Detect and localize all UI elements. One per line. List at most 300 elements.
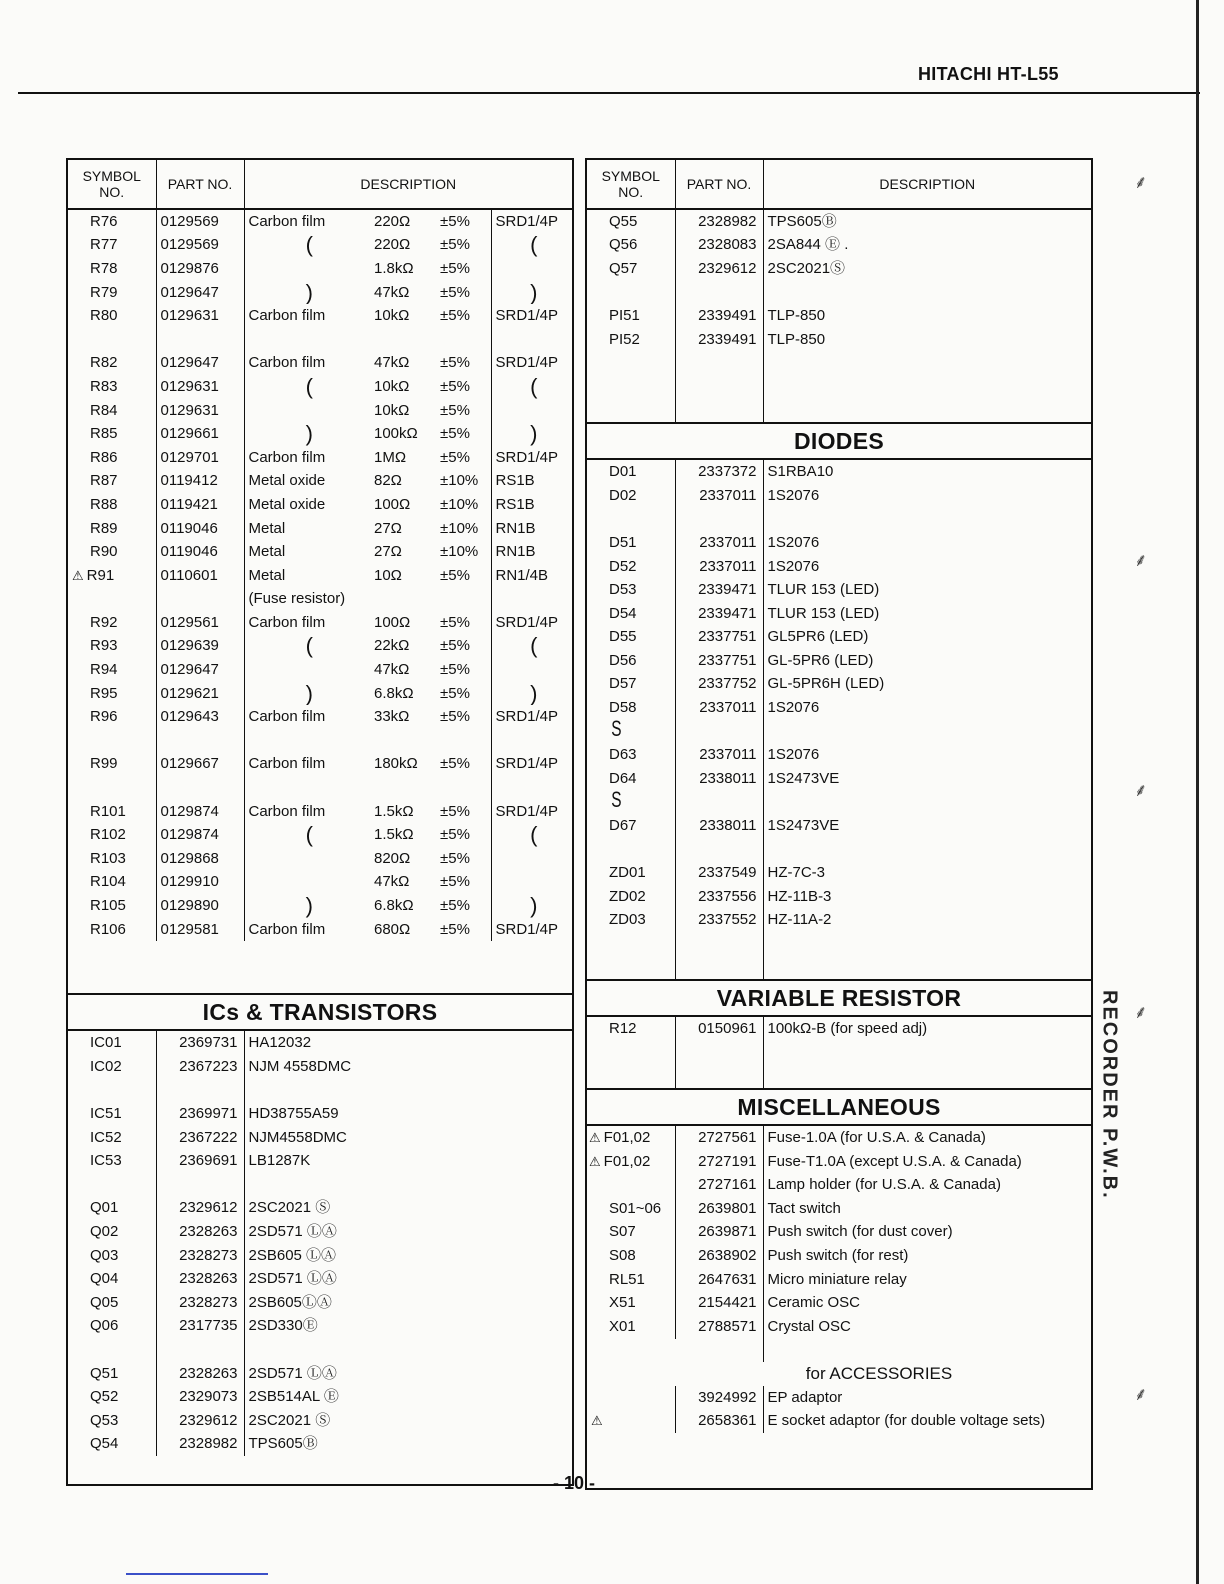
part-number: 0129874 — [156, 823, 244, 847]
tolerance: ±5% — [440, 661, 470, 679]
part-number — [156, 776, 244, 800]
description: 2SD571 ⓁⒶ — [248, 1270, 337, 1288]
description — [763, 720, 1091, 744]
description: TPS605Ⓑ — [248, 1435, 318, 1453]
tolerance — [436, 588, 491, 612]
varres-section-title: VARIABLE RESISTOR — [587, 979, 1091, 1017]
part-number: 2339471 — [675, 578, 763, 602]
empty-row — [587, 1339, 1091, 1363]
symbol-cell — [587, 791, 675, 815]
header-rule — [18, 92, 1200, 94]
part-number: 2328263 — [156, 1362, 244, 1386]
description: NJM 4558DMC — [248, 1057, 352, 1075]
symbol-text: IC02 — [90, 1057, 122, 1075]
tolerance: ±5% — [440, 566, 470, 584]
symbol-text: D55 — [609, 628, 637, 646]
symbol-cell — [587, 838, 675, 862]
empty-cell — [763, 956, 1091, 980]
table-row — [68, 470, 572, 494]
resistor-type: Metal oxide — [244, 470, 370, 494]
part-number — [156, 588, 244, 612]
part-number: 2369691 — [156, 1149, 244, 1173]
table-row — [587, 555, 1091, 579]
resistance-value: 100Ω — [374, 495, 411, 513]
table-row — [587, 791, 1091, 815]
tolerance: ±10% — [440, 543, 479, 561]
empty-cell — [587, 352, 675, 376]
description: TLUR 153 (LED) — [767, 604, 880, 622]
model: SRD1/4P — [491, 918, 572, 942]
table-row — [587, 508, 1091, 532]
tolerance: ±10% — [440, 495, 479, 513]
resistance-value — [370, 328, 436, 352]
symbol-cell — [68, 658, 156, 682]
empty-row — [587, 1041, 1091, 1065]
tolerance: ±5% — [440, 307, 470, 325]
symbol-text: R105 — [90, 897, 126, 915]
description: 1S2076 — [767, 699, 820, 717]
tolerance: ±5% — [440, 684, 470, 702]
table-row — [68, 234, 572, 258]
description: Micro miniature relay — [767, 1270, 907, 1288]
description: Fuse-1.0A (for U.S.A. & Canada) — [767, 1128, 986, 1146]
table-row — [587, 1315, 1091, 1339]
resistor-type: ) — [244, 682, 370, 706]
symbol-cell — [587, 484, 675, 508]
resistance-value: 47kΩ — [374, 354, 410, 372]
part-number: 2337011 — [675, 555, 763, 579]
part-number: 2328263 — [156, 1220, 244, 1244]
symbol-text: D52 — [609, 557, 637, 575]
resistor-type — [244, 729, 370, 753]
part-number — [156, 729, 244, 753]
description: GL-5PR6H (LED) — [767, 675, 885, 693]
symbol-text: R95 — [90, 684, 118, 702]
tolerance: ±5% — [440, 920, 470, 938]
accessories-heading-row — [587, 1362, 1091, 1386]
part-number — [675, 838, 763, 862]
symbol-text: R76 — [90, 212, 118, 230]
description: 2SB605ⓁⒶ — [248, 1293, 332, 1311]
table-row — [68, 1149, 572, 1173]
resistance-value: 22kΩ — [374, 637, 410, 655]
description: 1S2473VE — [767, 769, 840, 787]
description — [763, 838, 1091, 862]
symbol-text: PI52 — [609, 330, 640, 348]
resistance-value: 10kΩ — [374, 401, 410, 419]
symbol-cell — [68, 470, 156, 494]
empty-row — [587, 352, 1091, 376]
part-number — [156, 1338, 244, 1362]
symbol-text: R104 — [90, 873, 126, 891]
symbol-cell — [587, 602, 675, 626]
symbol-cell — [68, 871, 156, 895]
description: 2SD330Ⓔ — [248, 1317, 318, 1335]
table-row — [587, 861, 1091, 885]
table-row — [68, 1291, 572, 1315]
symbol-text: R79 — [90, 283, 118, 301]
description — [244, 1173, 572, 1197]
table-row — [587, 328, 1091, 352]
resistance-value: 180kΩ — [374, 755, 418, 773]
symbol-text: Q05 — [90, 1293, 119, 1311]
part-number: 0129667 — [156, 753, 244, 777]
symbol-cell — [68, 304, 156, 328]
empty-cell — [587, 956, 675, 980]
symbol-text: X01 — [609, 1317, 636, 1335]
part-number: 2329073 — [156, 1385, 244, 1409]
table-row — [587, 814, 1091, 838]
resistor-type — [244, 328, 370, 352]
model: RN1/4B — [491, 564, 572, 588]
symbol-cell — [587, 909, 675, 933]
part-number: 2369971 — [156, 1102, 244, 1126]
description: 1S2076 — [767, 557, 820, 575]
table-row — [68, 422, 572, 446]
tolerance: ±5% — [440, 637, 470, 655]
resistor-type — [244, 776, 370, 800]
symbol-cell — [68, 705, 156, 729]
empty-cell — [587, 932, 675, 956]
tolerance: ±5% — [440, 849, 470, 867]
model: RN1B — [491, 517, 572, 541]
resistor-type: ) — [244, 281, 370, 305]
part-number — [675, 720, 763, 744]
symbol-text: PI51 — [609, 307, 640, 325]
part-number: 2337011 — [675, 531, 763, 555]
model: SRD1/4P — [491, 611, 572, 635]
empty-cell — [763, 399, 1091, 423]
symbol-cell — [587, 1291, 675, 1315]
symbol-cell — [68, 328, 156, 352]
symbol-cell — [587, 743, 675, 767]
table-row — [587, 885, 1091, 909]
symbol-cell — [68, 257, 156, 281]
description — [244, 1338, 572, 1362]
part-number — [675, 281, 763, 305]
symbol-cell — [68, 1149, 156, 1173]
table-row — [68, 281, 572, 305]
symbol-text: S08 — [609, 1246, 636, 1264]
part-number: 2339491 — [675, 304, 763, 328]
part-number: 0150961 — [675, 1017, 763, 1041]
part-number: 2337011 — [675, 743, 763, 767]
part-number: 2337011 — [675, 696, 763, 720]
part-number: 0129910 — [156, 871, 244, 895]
table-row — [68, 1362, 572, 1386]
table-row — [68, 375, 572, 399]
part-number: 2638902 — [675, 1244, 763, 1268]
empty-cell — [675, 956, 763, 980]
model: ) — [491, 422, 572, 446]
tolerance: ±5% — [440, 826, 470, 844]
symbol-cell — [587, 508, 675, 532]
range-continuation-mark: S — [611, 790, 622, 812]
symbol-text: D64 — [609, 769, 637, 787]
description: 2SB514AL Ⓔ — [248, 1388, 339, 1406]
description: TLP-850 — [767, 330, 826, 348]
symbol-cell — [68, 281, 156, 305]
empty-cell — [675, 399, 763, 423]
symbol-text: R94 — [90, 661, 118, 679]
table-row — [68, 776, 572, 800]
model — [491, 328, 572, 352]
table-row — [68, 847, 572, 871]
description: LB1287K — [248, 1152, 311, 1170]
resistance-value: 1.8kΩ — [374, 259, 414, 277]
tolerance: ±5% — [440, 708, 470, 726]
resistor-type: Carbon film — [244, 611, 370, 635]
table-row — [68, 871, 572, 895]
description: Fuse-T1.0A (except U.S.A. & Canada) — [767, 1152, 1022, 1170]
symbol-cell — [68, 493, 156, 517]
varres-table — [587, 1017, 1091, 1088]
caution-icon: ⚠ — [591, 1413, 603, 1429]
symbol-cell — [68, 1433, 156, 1457]
resistance-value: 1.5kΩ — [374, 826, 414, 844]
symbol-cell — [587, 814, 675, 838]
resistor-type: ) — [244, 894, 370, 918]
symbol-text: D53 — [609, 581, 637, 599]
description: HD38755A59 — [248, 1104, 339, 1122]
tolerance: ±5% — [440, 377, 470, 395]
model: ( — [491, 823, 572, 847]
part-number: 0129639 — [156, 635, 244, 659]
resistance-value: 220Ω — [374, 212, 411, 230]
symbol-text: Q52 — [90, 1388, 119, 1406]
part-number: 0129631 — [156, 375, 244, 399]
table-row — [68, 540, 572, 564]
symbol-cell — [68, 635, 156, 659]
symbol-cell — [68, 1267, 156, 1291]
description: Lamp holder (for U.S.A. & Canada) — [767, 1176, 1001, 1194]
table-row — [68, 1055, 572, 1079]
model: ( — [491, 234, 572, 258]
symbol-cell — [587, 209, 675, 234]
symbol-text: IC53 — [90, 1152, 122, 1170]
model: RS1B — [491, 470, 572, 494]
symbol-cell — [587, 1173, 675, 1197]
part-number: 2337751 — [675, 649, 763, 673]
binding-mark: ⸙ — [1134, 780, 1148, 800]
part-number: 2338011 — [675, 814, 763, 838]
part-number: 2329612 — [675, 257, 763, 281]
tolerance: ±10% — [440, 519, 479, 537]
model: RN1B — [491, 540, 572, 564]
part-number: 2639871 — [675, 1221, 763, 1245]
empty-row — [587, 399, 1091, 423]
table-row — [587, 1221, 1091, 1245]
resistance-value: 1.5kΩ — [374, 802, 414, 820]
model: SRD1/4P — [491, 304, 572, 328]
symbol-cell — [68, 422, 156, 446]
symbol-text: Q04 — [90, 1270, 119, 1288]
table-row — [587, 484, 1091, 508]
table-row — [587, 1173, 1091, 1197]
resistor-type — [244, 257, 370, 281]
part-number: 2727191 — [675, 1150, 763, 1174]
symbol-text: D57 — [609, 675, 637, 693]
table-row — [587, 767, 1091, 791]
part-number: 0129631 — [156, 399, 244, 423]
page-number: - 10 - — [553, 1473, 596, 1493]
table-row — [587, 649, 1091, 673]
tolerance — [436, 729, 491, 753]
part-number: 0129569 — [156, 209, 244, 234]
symbol-text: R86 — [90, 448, 118, 466]
resistor-type: Carbon film — [244, 800, 370, 824]
symbol-cell — [68, 352, 156, 376]
symbol-cell — [587, 460, 675, 484]
part-number: 0129631 — [156, 304, 244, 328]
part-number: 2328273 — [156, 1291, 244, 1315]
symbol-cell — [587, 720, 675, 744]
part-number — [156, 1079, 244, 1103]
table-row — [68, 209, 572, 234]
symbol-cell — [68, 1220, 156, 1244]
part-number: 0129868 — [156, 847, 244, 871]
part-number: 2788571 — [675, 1315, 763, 1339]
symbol-cell — [68, 1244, 156, 1268]
symbol-cell — [587, 1017, 675, 1041]
part-number: 0129874 — [156, 800, 244, 824]
tolerance: ±10% — [440, 472, 479, 490]
resistance-value: 82Ω — [374, 472, 402, 490]
empty-cell — [763, 375, 1091, 399]
table-row — [587, 460, 1091, 484]
model: ) — [491, 894, 572, 918]
ics-section-title: ICs & TRANSISTORS — [68, 993, 572, 1031]
description: HA12032 — [248, 1034, 312, 1052]
part-number: 0129621 — [156, 682, 244, 706]
part-number: 0129647 — [156, 352, 244, 376]
symbol-text: IC52 — [90, 1128, 122, 1146]
part-number: 0129890 — [156, 894, 244, 918]
symbol-text: ZD03 — [609, 911, 646, 929]
model — [491, 658, 572, 682]
table-row — [587, 720, 1091, 744]
resistance-value: 1MΩ — [374, 448, 407, 466]
caution-icon: ⚠ — [589, 1153, 601, 1169]
symbol-cell — [68, 564, 156, 588]
part-number: 2328982 — [675, 209, 763, 234]
symbol-text: R82 — [90, 354, 118, 372]
table-row — [587, 1409, 1091, 1433]
tolerance: ±5% — [440, 354, 470, 372]
part-number: 2328273 — [156, 1244, 244, 1268]
empty-cell — [763, 352, 1091, 376]
part-number: 0129561 — [156, 611, 244, 635]
empty-cell — [587, 1339, 675, 1363]
symbol-cell — [587, 1268, 675, 1292]
symbol-cell — [587, 555, 675, 579]
resistance-value: 100kΩ — [374, 425, 418, 443]
model — [491, 399, 572, 423]
symbol-cell — [587, 1197, 675, 1221]
resistance-value — [370, 729, 436, 753]
description: 2SC2021 Ⓢ — [248, 1199, 331, 1217]
part-number: 2727561 — [675, 1126, 763, 1150]
empty-cell — [675, 1339, 763, 1363]
tolerance — [436, 776, 491, 800]
resistance-value — [370, 588, 436, 612]
accessories-title: for ACCESSORIES — [805, 1363, 953, 1383]
part-number: 2338011 — [675, 767, 763, 791]
empty-row — [587, 956, 1091, 980]
resistance-value: 6.8kΩ — [374, 684, 414, 702]
symbol-cell — [68, 1197, 156, 1221]
description: Push switch (for dust cover) — [767, 1223, 953, 1241]
right-parts-table — [585, 158, 1093, 1490]
table-row — [587, 1197, 1091, 1221]
symbol-text: R99 — [90, 755, 118, 773]
table-row — [68, 1079, 572, 1103]
part-number: 2337372 — [675, 460, 763, 484]
col-description: DESCRIPTION — [763, 160, 1091, 209]
resistor-type: Carbon film — [244, 753, 370, 777]
symbol-text: R90 — [90, 543, 118, 561]
table-row — [68, 705, 572, 729]
ics-table — [68, 1031, 572, 1456]
tolerance: ±5% — [440, 401, 470, 419]
symbol-cell — [68, 729, 156, 753]
table-row — [68, 1267, 572, 1291]
part-number: 0129569 — [156, 234, 244, 258]
transistor-right-table — [587, 160, 1091, 422]
symbol-text: Q51 — [90, 1364, 119, 1382]
part-number — [156, 1173, 244, 1197]
symbol-text: R89 — [90, 519, 118, 537]
symbol-cell — [68, 1385, 156, 1409]
table-row — [587, 602, 1091, 626]
part-number — [675, 791, 763, 815]
binding-mark: ⸙ — [1134, 1384, 1148, 1404]
symbol-text: Q57 — [609, 259, 638, 277]
resistance-value: 220Ω — [374, 236, 411, 254]
resistor-table-spacer — [68, 941, 572, 993]
symbol-text: D56 — [609, 651, 637, 669]
col-part: PART NO. — [156, 160, 244, 209]
symbol-cell — [68, 209, 156, 234]
resistance-value: 27Ω — [374, 519, 402, 537]
resistance-value: 10Ω — [374, 566, 402, 584]
resistor-type: Metal — [244, 540, 370, 564]
symbol-cell — [587, 234, 675, 258]
tolerance: ±5% — [440, 448, 470, 466]
symbol-cell — [587, 281, 675, 305]
table-row — [587, 257, 1091, 281]
symbol-cell — [68, 1079, 156, 1103]
tolerance: ±5% — [440, 212, 470, 230]
part-number: 2317735 — [156, 1315, 244, 1339]
symbol-cell — [587, 1409, 675, 1433]
symbol-text: D63 — [609, 746, 637, 764]
symbol-text: ZD01 — [609, 864, 646, 882]
col-symbol: SYMBOL NO. — [68, 160, 156, 209]
table-row — [68, 800, 572, 824]
symbol-text: D02 — [609, 486, 637, 504]
symbol-text: R103 — [90, 849, 126, 867]
table-row — [587, 281, 1091, 305]
symbol-cell — [68, 1338, 156, 1362]
symbol-cell — [68, 611, 156, 635]
table-row — [68, 1197, 572, 1221]
model — [491, 257, 572, 281]
symbol-text: R78 — [90, 259, 118, 277]
table-row — [587, 1244, 1091, 1268]
empty-cell — [675, 375, 763, 399]
part-number: 2337752 — [675, 673, 763, 697]
